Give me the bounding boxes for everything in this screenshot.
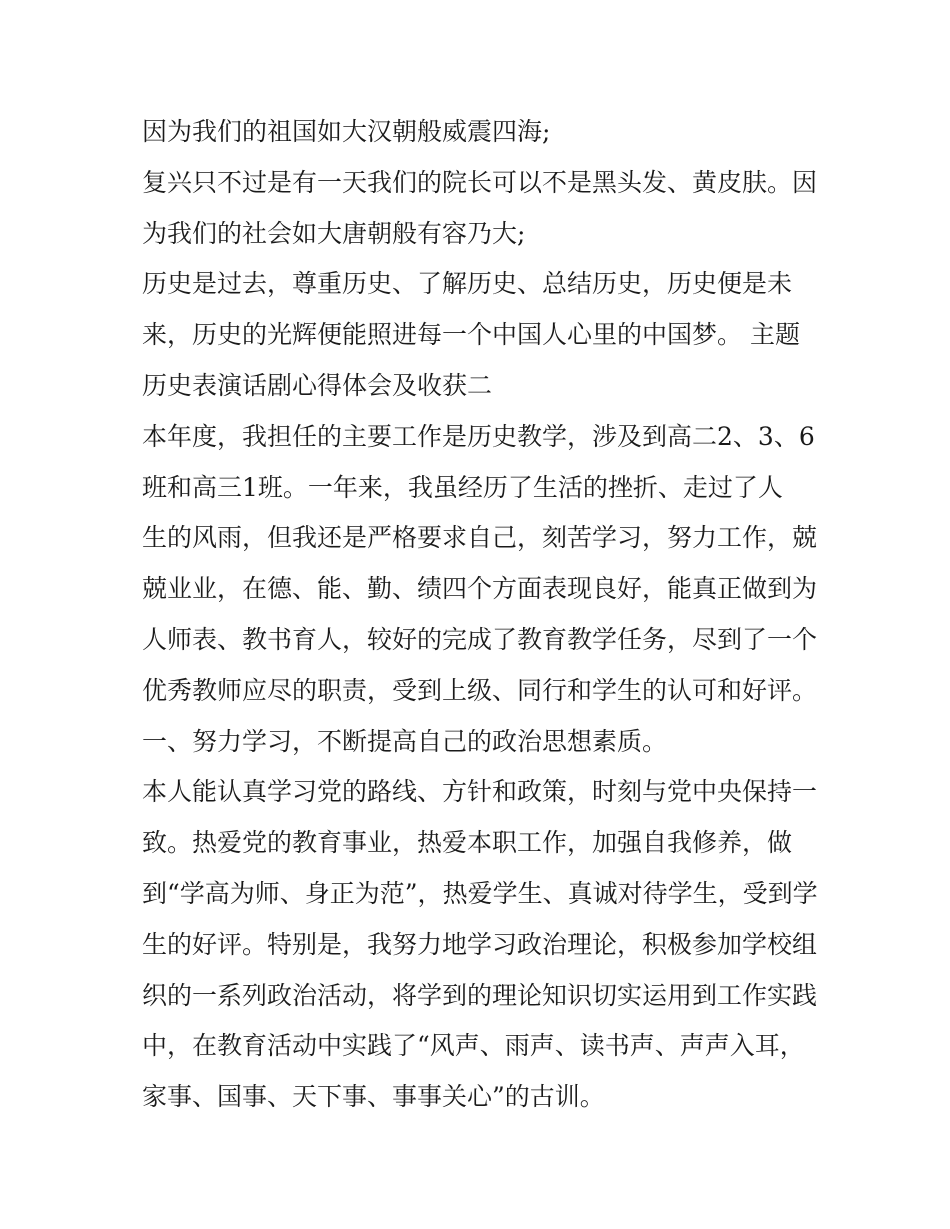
text-line: 班和高三1班。一年来，我虽经历了生活的挫折、走过了人 [142,472,783,502]
text-line: 本人能认真学习党的路线、方针和政策，时刻与党中央保持一 [142,777,818,807]
text-line: 一、努力学习，不断提高自己的政治思想素质。 [142,726,668,756]
text-line: 生的好评。特别是，我努力地学习政治理论，积极参加学校组 [142,929,818,959]
text-line: 织的一系列政治活动，将学到的理论知识切实运用到工作实践 [142,980,818,1010]
text-line: 生的风雨，但我还是严格要求自己，刻苦学习，努力工作，兢 [142,523,818,553]
text-line: 中，在教育活动中实践了“风声、雨声、读书声、声声入耳， [142,1031,805,1061]
text-line: 本年度，我担任的主要工作是历史教学，涉及到高二2、3、6 [142,421,815,451]
text-line: 来，历史的光辉便能照进每一个中国人心里的中国梦。 主题 [142,320,800,350]
text-line: 历史是过去，尊重历史、了解历史、总结历史，历史便是未 [142,269,793,299]
text-line: 家事、国事、天下事、事事关心”的古训。 [142,1082,605,1112]
text-line: 致。热爱党的教育事业，热爱本职工作，加强自我修养，做 [142,828,793,858]
text-line: 兢业业，在德、能、勤、绩四个方面表现良好，能真正做到为 [142,574,818,604]
text-line: 历史表演话剧心得体会及收获二 [142,370,493,400]
text-line: 复兴只不过是有一天我们的院长可以不是黑头发、黄皮肤。因 [142,167,818,197]
text-line: 为我们的社会如大唐朝般有容乃大; [142,218,526,248]
body-text [142,107,822,1123]
text-line: 优秀教师应尽的职责，受到上级、同行和学生的认可和好评。 [142,675,818,705]
text-line: 人师表、教书育人，较好的完成了教育教学任务，尽到了一个 [142,624,818,654]
text-line: 到“学高为师、身正为范”，热爱学生、真诚对待学生，受到学 [142,878,818,908]
text-line: 因为我们的祖国如大汉朝般威震四海; [142,117,551,146]
